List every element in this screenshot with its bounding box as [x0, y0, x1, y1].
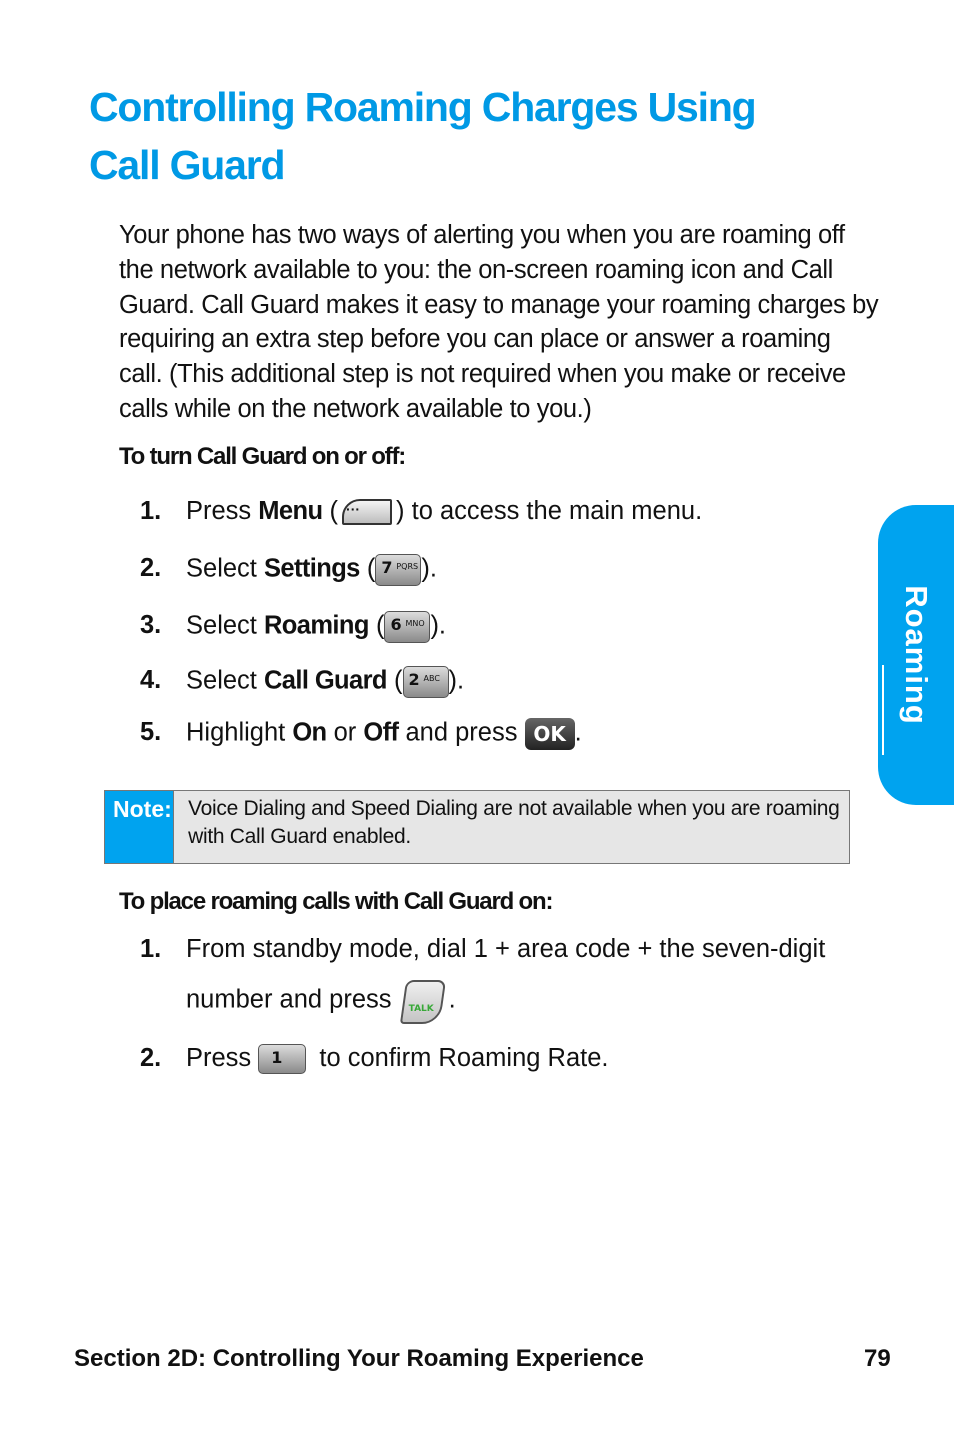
section-side-tab	[878, 505, 954, 805]
page-title-line2: Call Guard	[89, 142, 285, 188]
page-title	[89, 78, 849, 194]
key-6-icon: 6 MNO	[384, 611, 430, 643]
step-text: Press Menu ( ··· ) to access the main menu.	[186, 497, 702, 527]
step-text: Select Call Guard ( 2 ABC ).	[186, 666, 464, 698]
step-text: Highlight On or Off and press OK .	[186, 718, 582, 750]
call-guard-label: Call Guard	[263, 666, 387, 695]
step-text: Select Settings ( 7 PQRS ).	[186, 554, 437, 586]
step-number: 1.	[140, 935, 162, 963]
menu-key-icon: ···	[340, 497, 394, 527]
note-text: Voice Dialing and Speed Dialing are not available when you are roaming with Call Guard enabled.	[188, 797, 840, 848]
step-number: 2.	[140, 1044, 162, 1072]
key-1-icon: 1	[258, 1044, 306, 1074]
step-number: 2.	[140, 554, 162, 582]
section-heading-place-calls: To place roaming calls with Call Guard on:	[119, 888, 553, 915]
step-number: 5.	[140, 718, 162, 746]
section-heading-turn-on-off: To turn Call Guard on or off:	[119, 443, 406, 470]
step-text-line1: From standby mode, dial 1 + area code + the seven-digit	[186, 935, 826, 963]
roaming-label: Roaming	[263, 611, 369, 640]
step-text-line2: number and press TALK .	[186, 978, 456, 1024]
key-2-icon: 2 ABC	[403, 666, 449, 698]
footer-section-title: Section 2D: Controlling Your Roaming Experience	[74, 1345, 644, 1372]
off-label: Off	[363, 718, 399, 747]
ok-key-icon: OK	[525, 718, 575, 750]
on-label: On	[292, 718, 327, 747]
intro-paragraph: Your phone has two ways of alerting you when you are roaming off the network available to you: the on-screen roaming icon and Call Guard. Call Guard makes it easy to manage your roaming charges by requiring an extra step before you can place or answer a roaming call. (This additional step is not required when you make or receive calls while on the network available to you.)	[119, 221, 879, 423]
step-number: 4.	[140, 666, 162, 694]
step-number: 1.	[140, 497, 162, 525]
menu-label: Menu	[258, 497, 323, 525]
step-text: Press 1 to confirm Roaming Rate.	[186, 1044, 608, 1074]
footer-page-number: 79	[864, 1345, 891, 1372]
step-text: Select Roaming ( 6 MNO ).	[186, 611, 446, 643]
note-label: Note:	[105, 791, 174, 863]
step-number: 3.	[140, 611, 162, 639]
side-tab-label: Roaming	[899, 585, 934, 725]
note-box	[104, 790, 850, 864]
talk-key-icon: TALK	[399, 978, 449, 1024]
settings-label: Settings	[263, 554, 360, 583]
key-7-icon: 7 PQRS	[375, 554, 421, 586]
tab-divider	[882, 665, 884, 755]
page-title-line1: Controlling Roaming Charges Using	[89, 84, 756, 130]
